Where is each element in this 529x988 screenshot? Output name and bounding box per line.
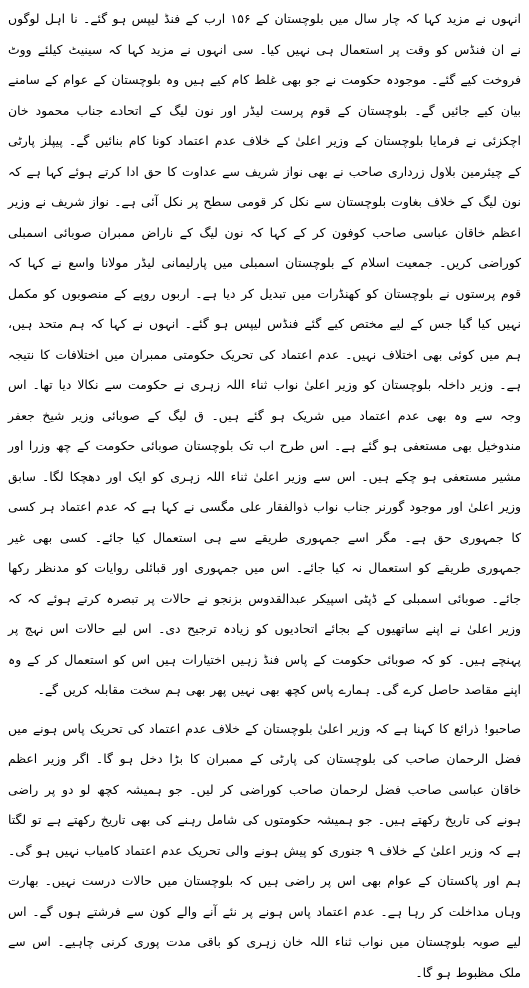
article-paragraph-1: انہوں نے مزید کہا کہ چار سال میں بلوچستان کے ۱۵۶ ارب کے فنڈ لیپس ہو گئے۔ نا اہل لوگوں نے ان فنڈس کو وقت پر استعمال ہی نہیں کیا۔ سی انہوں نے مزید کہا کہ سینیٹ کیلئے ووٹ فروخت کیے گئے۔ موجودہ حکومت نے جو بھی غلط کام کیے ہیں وہ بلوچستان کے عوام کے سامنے بیان کیے جائیں گے۔ بلوچستان کے قوم پرست لیڈر اور نون لیگ کے اتحادے جناب محمود خان اچکزئی نے فرمایا بلوچستان کے وزیر اعلیٰ کے خلاف عدم اعتماد کونا کام بنائیں گے۔ پیپلز پارٹی کے چیئرمین بلاول زرداری صاحب نے بھی نواز شریف سے عداوت کا حق ادا کرتے ہوئے کہا ہے کہ نون لیگ کے خلاف بغاوت بلوچستان سے نکل کر قومی سطح پر نکل آئی ہے۔ نواز شریف نے وزیر اعظم خاقان عباسی صاحب کوفون کر کے کہا کہ نون لیگ کے ناراض ممبران صوبائی اسمبلی کوراضی کریں۔ جمعیت اسلام کے بلوچستان اسمبلی میں پارلیمانی لیڈر مولانا واسع نے کہا کہ قوم پرستوں نے بلوچستان کو کھنڈرات میں تبدیل کر دیا ہے۔ اربوں روپے کے منصوبوں کو مکمل نہیں کیا گیا جس کے لیے مختص کیے گئے فنڈس لیپس ہو گئے۔ انہوں نے کہا کہ ہم متحد ہیں، ہم میں کوئی بھی اختلاف نہیں۔ عدم اعتماد کی تحریک حکومتی ممبران میں اختلافات کا نتیجہ ہے۔ وزیر داخلہ بلوچستان کو وزیر اعلیٰ نواب ثناء اللہ زہری نے حکومت سے نکالا دیا تھا۔ اس وجہ سے وہ بھی عدم اعتماد میں شریک ہو گئے ہیں۔ ق لیگ کے صوبائی وزیر شیخ جعفر مندوخیل بھی مستعفی ہو گئے ہے۔ اس طرح اب تک بلوچستان صوبائی حکومت کے چھ وزرا اور مشیر مستعفی ہو چکے ہیں۔ اس سے وزیر اعلیٰ ثناء اللہ زہری کو ایک اور دھچکا لگا۔ سابق وزیر اعلیٰ اور موجود گورنر جناب نواب ذوالفقار علی مگسی نے کہا ہے کہ عدم اعتماد ہر کسی کا جمہوری حق ہے۔ مگر اسے جمہوری طریقے سے ہی استعمال کیا جائے۔ کسی بھی غیر جمہوری طریقے کو استعمال نہ کیا جائے۔ اس میں جمہوری اور قبائلی روایات کو مدنظر رکھا جائے۔ صوبائی اسمبلی کے ڈپٹی اسپیکر عبدالقدوس بزنجو نے حالات پر تبصرہ کرتے ہوئے کہ کہ وزیر اعلیٰ نے اپنے ساتھیوں کے بجائے اتحادیوں کو زیادہ ترجیح دی۔ اس لیے حالات اس نہج پر پہنچے ہیں۔ کو کہ صوبائی حکومت کے پاس فنڈ زہیں اختیارات ہیں اس کو استعمال کر کے وہ اپنے مقاصد حاصل کرے گی۔ ہمارے پاس کچھ بھی نہیں پھر بھی ہم سخت مقابلہ کریں گے۔ (8, 4, 521, 706)
article-paragraph-2: صاحبو! ذرائع کا کہنا ہے کہ وزیر اعلیٰ بلوچستان کے خلاف عدم اعتماد کی تحریک پاس ہونے میں فضل الرحمان صاحب کی بلوچستان کی پارٹی کے ممبران کا بڑا دخل ہو گا۔ اگر وزیر اعظم خاقان عباسی صاحب فضل لرحمان صاحب کوراضی کر لیں۔ جو ہمیشہ کچھ لو دو پر راضی ہونے کی تاریخ رکھتے ہیں۔ جو ہمیشہ حکومتوں کی شامل رہنے کی بھی تاریخ رکھتے ہے تو لگتا ہے کہ وزیر اعلیٰ کے خلاف ۹ جنوری کو پیش ہونے والی تحریک عدم اعتماد کامیاب نہیں ہو گی۔ ہم اور پاکستان کے عوام بھی اس پر راضی ہیں کہ بلوچستان میں حالات درست نہیں۔ بھارت وہاں مداخلت کر رہا ہے۔ عدم اعتماد پاس ہونے پر نئے آنے والے کون سے فرشتے ہوں گے۔ اس لیے صوبہ بلوچستان میں نواب ثناء اللہ خان زہری کو باقی مدت پوری کرنی چاہیے۔ اس سے ملک مظبوط ہو گا۔ (8, 714, 521, 988)
